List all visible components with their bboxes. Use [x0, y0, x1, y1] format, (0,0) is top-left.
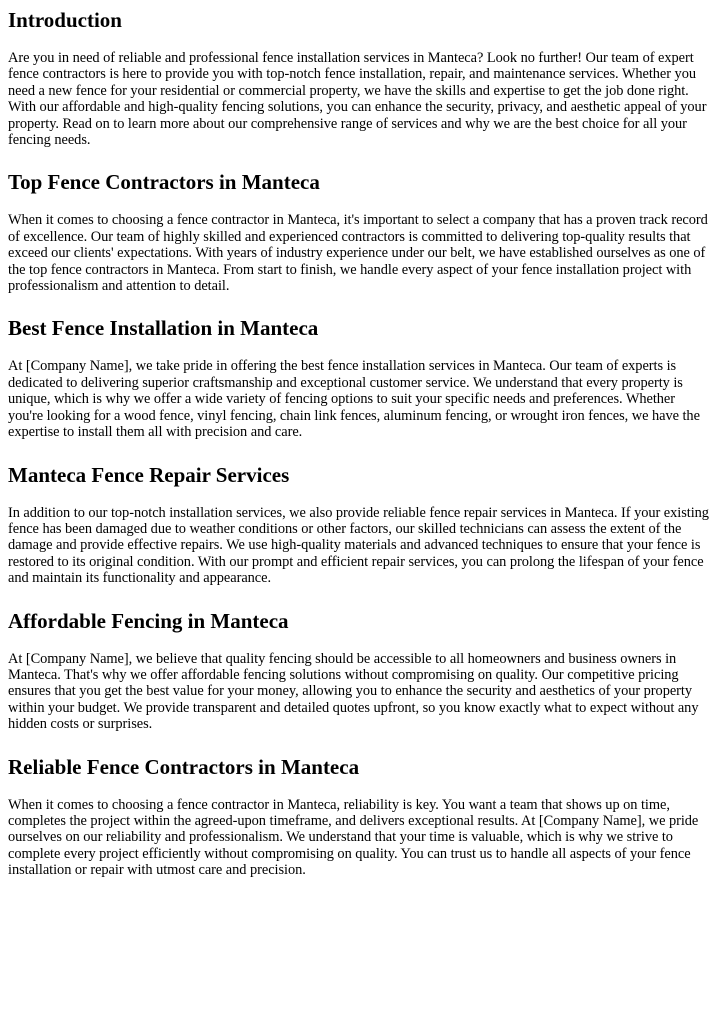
section-paragraph: When it comes to choosing a fence contractor in Manteca, it's important to select a company that has a proven track record of excellence. Our team of highly skilled and experienced contractors is committed to delivering top-quality results that exceed our clients' expectations. With years of industry experience under our belt, we have established ourselves as one of the top fence contractors in Manteca. From start to finish, we handle every aspect of your fence installation project with professionalism and attention to detail.: [8, 212, 708, 295]
section-heading: Reliable Fence Contractors in Manteca: [8, 754, 360, 779]
section-heading: Top Fence Contractors in Manteca: [8, 170, 320, 195]
section-heading: Best Fence Installation in Manteca: [8, 316, 319, 341]
section-affordable-fencing: [8, 609, 712, 733]
section-paragraph: At [Company Name], we take pride in offering the best fence installation services in Manteca. Our team of experts is dedicated to delivering superior craftsmanship and exceptional customer service. We understand that every property is unique, which is why we offer a wide variety of fencing options to suit your specific needs and preferences. Whether you're looking for a wood fence, vinyl fencing, chain link fences, aluminum fencing, or wrought iron fences, we have the expertise to install them all with precision and care.: [8, 358, 700, 441]
section-introduction: [8, 0, 712, 148]
section-reliable-fence-contractors: [8, 755, 712, 879]
section-paragraph: Are you in need of reliable and professional fence installation services in Manteca? Look no further! Our team of expert fence contractors is here to provide you with top-notch fence installation, repair, and maintenance services. Whether you need a new fence for your residential or commercial property, we have the skills and expertise to get the job done right. With our affordable and high-quality fencing solutions, you can enhance the security, privacy, and aesthetic appeal of your property. Read on to learn more about our comprehensive range of services and why we are the best choice for all your fencing needs.: [8, 50, 707, 149]
section-heading: Manteca Fence Repair Services: [8, 462, 290, 487]
section-fence-repair-services: [8, 463, 712, 587]
section-paragraph: When it comes to choosing a fence contractor in Manteca, reliability is key. You want a team that shows up on time, completes the project within the agreed-upon timeframe, and delivers exceptional results. At [Company Name], we pride ourselves on our reliability and professionalism. We understand that your time is valuable, which is why we strive to complete every project efficiently without compromising on quality. You can trust us to handle all aspects of your fence installation or repair with utmost care and precision.: [8, 796, 699, 879]
section-heading: Introduction: [8, 8, 122, 32]
section-top-fence-contractors: [8, 170, 712, 294]
section-best-fence-installation: [8, 316, 712, 440]
section-paragraph: In addition to our top-notch installation services, we also provide reliable fence repair services in Manteca. If your existing fence has been damaged due to weather conditions or other factors, our skilled technicians can assess the extent of the damage and provide effective repairs. We use high-quality materials and advanced techniques to ensure that your fence is restored to its original condition. With our prompt and efficient repair services, you can prolong the lifespan of your fence and maintain its functionality and appearance.: [8, 504, 709, 587]
section-paragraph: At [Company Name], we believe that quality fencing should be accessible to all homeowners and business owners in Manteca. That's why we offer affordable fencing solutions without compromising on quality. Our competitive pricing ensures that you get the best value for your money, allowing you to enhance the security and aesthetics of your property within your budget. We provide transparent and detailed quotes upfront, so you know exactly what to expect without any hidden costs or surprises.: [8, 650, 699, 733]
section-heading: Affordable Fencing in Manteca: [8, 608, 289, 633]
